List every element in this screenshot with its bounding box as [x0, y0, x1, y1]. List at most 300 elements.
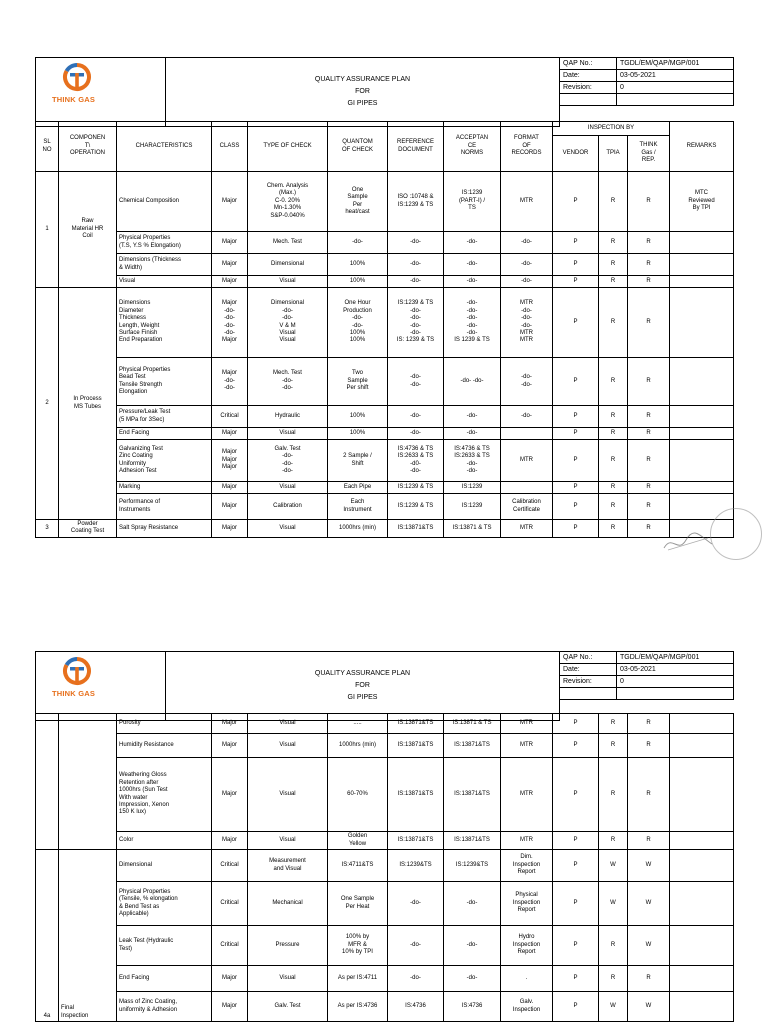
page1-qap-table	[35, 121, 734, 538]
type-of-check-cell: Visual	[248, 276, 328, 288]
table-row	[36, 172, 734, 232]
quantum-cell: 1000hrs (min)	[328, 520, 388, 538]
vendor-cell: P	[553, 734, 599, 758]
date-value: 03-05-2021	[617, 70, 734, 82]
acceptance-cell: -do-	[444, 966, 501, 992]
vendor-cell: P	[553, 276, 599, 288]
type-of-check-cell: Visual	[248, 428, 328, 440]
tpia-cell: R	[599, 520, 628, 538]
acceptance-cell: -do-	[444, 428, 501, 440]
type-of-check-cell: Visual	[248, 966, 328, 992]
think-gas-cell: R	[628, 832, 670, 850]
qap-no-label: QAP No.:	[560, 58, 617, 70]
format-cell: MTR	[501, 758, 553, 832]
quantum-cell: Each Instrument	[328, 494, 388, 520]
vendor-cell: P	[553, 254, 599, 276]
reference-cell: -do-	[388, 276, 444, 288]
col-format: FORMAT OF RECORDS	[501, 122, 553, 172]
tpia-cell: R	[599, 232, 628, 254]
characteristic-cell: Galvanizing Test Zinc Coating Uniformity Adhesion Test	[117, 440, 212, 482]
class-cell: Major	[212, 172, 248, 232]
remarks-cell	[670, 288, 734, 358]
brand-name: THINK GAS	[52, 689, 96, 698]
col-quantum: QUANTOM OF CHECK	[328, 122, 388, 172]
revision-label: Revision:	[560, 676, 617, 688]
vendor-cell: P	[553, 882, 599, 926]
class-cell: Major	[212, 428, 248, 440]
acceptance-cell: -do-	[444, 276, 501, 288]
type-of-check-cell: Galv. Test	[248, 992, 328, 1022]
quantum-cell: 100%	[328, 276, 388, 288]
quantum-cell: 1000hrs (min)	[328, 734, 388, 758]
sl-no-cell: 1	[36, 172, 59, 288]
acceptance-cell: -do-	[444, 926, 501, 966]
col-type-of-check: TYPE OF CHECK	[248, 122, 328, 172]
acceptance-cell: IS:13871&TS	[444, 832, 501, 850]
title-line-1: QUALITY ASSURANCE PLAN	[314, 75, 411, 83]
document-title	[166, 58, 560, 127]
reference-cell: IS:13871&TS	[388, 758, 444, 832]
qap-no-label: QAP No.:	[560, 652, 617, 664]
format-cell: Dim. Inspection Report	[501, 850, 553, 882]
date-label: Date:	[560, 664, 617, 676]
think-gas-cell: R	[628, 520, 670, 538]
vendor-cell: P	[553, 494, 599, 520]
company-logo	[36, 652, 166, 721]
vendor-cell: P	[553, 358, 599, 406]
class-cell: Major	[212, 758, 248, 832]
quantum-cell: One Sample Per heat/cast	[328, 172, 388, 232]
tpia-cell: R	[599, 494, 628, 520]
class-cell: Major	[212, 254, 248, 276]
table-row	[36, 926, 734, 966]
think-gas-cell: R	[628, 232, 670, 254]
characteristic-cell: Physical Properties (T.S, Y.S % Elongation)	[117, 232, 212, 254]
class-cell: Major	[212, 832, 248, 850]
type-of-check-cell: Visual	[248, 758, 328, 832]
table-row	[36, 992, 734, 1022]
reference-cell: IS:13871&TS	[388, 714, 444, 734]
quantum-cell: As per IS:4736	[328, 992, 388, 1022]
think-gas-logo-icon	[62, 656, 92, 686]
acceptance-cell: IS:1239&TS	[444, 850, 501, 882]
title-line-2: FOR	[355, 87, 370, 95]
reference-cell: IS:13871&TS	[388, 520, 444, 538]
think-gas-cell: R	[628, 406, 670, 428]
format-cell	[501, 482, 553, 494]
table-row	[36, 276, 734, 288]
type-of-check-cell: Visual	[248, 714, 328, 734]
format-cell: MTR	[501, 734, 553, 758]
reference-cell: -do-	[388, 232, 444, 254]
tpia-cell: R	[599, 758, 628, 832]
sl-no-cell: 2	[36, 288, 59, 520]
col-tpia: TPIA	[599, 136, 628, 172]
tpia-cell: R	[599, 172, 628, 232]
table-row	[36, 482, 734, 494]
acceptance-cell: -do-	[444, 232, 501, 254]
class-cell: Major	[212, 276, 248, 288]
reference-cell: ISO :10748 & IS:1239 & TS	[388, 172, 444, 232]
company-logo	[36, 58, 166, 127]
component-cell: In Process MS Tubes	[59, 288, 117, 520]
type-of-check-cell: Visual	[248, 482, 328, 494]
vendor-cell: P	[553, 482, 599, 494]
format-cell: MTR	[501, 832, 553, 850]
format-cell: Physical Inspection Report	[501, 882, 553, 926]
format-cell: Calibration Certificate	[501, 494, 553, 520]
acceptance-cell: -do-	[444, 406, 501, 428]
table-row	[36, 850, 734, 882]
table-row	[36, 440, 734, 482]
page2-qap-table	[35, 713, 734, 1022]
tpia-cell: R	[599, 734, 628, 758]
characteristic-cell: Visual	[117, 276, 212, 288]
vendor-cell: P	[553, 992, 599, 1022]
acceptance-cell: -do-	[444, 254, 501, 276]
date-value: 03-05-2021	[617, 664, 734, 676]
quantum-cell: Two Sample Per shift	[328, 358, 388, 406]
acceptance-cell: -do-	[444, 882, 501, 926]
remarks-cell	[670, 406, 734, 428]
type-of-check-cell: Mechanical	[248, 882, 328, 926]
remarks-cell	[670, 926, 734, 966]
col-component: COMPONEN T\ OPERATION	[59, 122, 117, 172]
meta-blank-cell	[560, 94, 617, 106]
format-cell: -do-	[501, 254, 553, 276]
quantum-cell: Golden Yellow	[328, 832, 388, 850]
title-line-1: QUALITY ASSURANCE PLAN	[314, 669, 411, 677]
format-cell: MTR	[501, 172, 553, 232]
format-cell: .	[501, 966, 553, 992]
quantum-cell: 100%	[328, 428, 388, 440]
sl-no-cell: 3	[36, 520, 59, 538]
tpia-cell: R	[599, 406, 628, 428]
quantum-cell: .....	[328, 714, 388, 734]
format-cell: MTR	[501, 520, 553, 538]
type-of-check-cell: Visual	[248, 832, 328, 850]
qap-no-value: TGDL/EM/QAP/MGP/001	[617, 652, 734, 664]
col-acceptance: ACCEPTAN CE NORMS	[444, 122, 501, 172]
date-label: Date:	[560, 70, 617, 82]
characteristic-cell: Leak Test (Hydraulic Test)	[117, 926, 212, 966]
reference-cell: -do-	[388, 882, 444, 926]
format-cell: -do-	[501, 406, 553, 428]
acceptance-cell: IS:13871 & TS	[444, 714, 501, 734]
remarks-cell	[670, 276, 734, 288]
type-of-check-cell: Mech. Test -do- -do-	[248, 358, 328, 406]
acceptance-cell: -do- -do- -do- -do- -do- IS 1239 & TS	[444, 288, 501, 358]
think-gas-cell: R	[628, 482, 670, 494]
class-cell: Major	[212, 734, 248, 758]
characteristic-cell: Humidity Resistance	[117, 734, 212, 758]
type-of-check-cell: Calibration	[248, 494, 328, 520]
vendor-cell: P	[553, 428, 599, 440]
remarks-cell	[670, 482, 734, 494]
acceptance-cell: IS:4736 & TS IS:2633 & TS -do- -do-	[444, 440, 501, 482]
tpia-cell: R	[599, 966, 628, 992]
acceptance-cell: IS:13871&TS	[444, 734, 501, 758]
characteristic-cell: Physical Properties (Tensile, % elongation & Bend Test as Applicable)	[117, 882, 212, 926]
think-gas-cell: W	[628, 926, 670, 966]
tpia-cell: R	[599, 288, 628, 358]
vendor-cell: P	[553, 406, 599, 428]
col-inspection-by: INSPECTION BY	[553, 122, 670, 136]
format-cell: -do-	[501, 276, 553, 288]
vendor-cell: P	[553, 714, 599, 734]
tpia-cell: R	[599, 714, 628, 734]
think-gas-cell: W	[628, 992, 670, 1022]
quantum-cell: As per IS:4711	[328, 966, 388, 992]
quantum-cell: Each Pipe	[328, 482, 388, 494]
qap-no-value: TGDL/EM/QAP/MGP/001	[617, 58, 734, 70]
tpia-cell: R	[599, 832, 628, 850]
table-row	[36, 288, 734, 358]
think-gas-cell: R	[628, 358, 670, 406]
characteristic-cell: Dimensional	[117, 850, 212, 882]
remarks-cell	[670, 882, 734, 926]
characteristic-cell: Salt Spray Resistance	[117, 520, 212, 538]
table-row	[36, 406, 734, 428]
class-cell: Major	[212, 714, 248, 734]
format-cell: Hydro Inspection Report	[501, 926, 553, 966]
vendor-cell: P	[553, 926, 599, 966]
remarks-cell	[670, 232, 734, 254]
component-cell: Powder Coating Test	[59, 520, 117, 538]
type-of-check-cell: Galv. Test -do- -do- -do-	[248, 440, 328, 482]
type-of-check-cell: Hydraulic	[248, 406, 328, 428]
think-gas-cell: R	[628, 172, 670, 232]
characteristic-cell: Physical Properties Bead Test Tensile Strength Elongation	[117, 358, 212, 406]
table-row	[36, 520, 734, 538]
think-gas-cell: R	[628, 440, 670, 482]
component-cell: Raw Material HR Coil	[59, 172, 117, 288]
signature-mark	[660, 528, 716, 556]
think-gas-cell: R	[628, 494, 670, 520]
brand-name: THINK GAS	[52, 95, 96, 104]
characteristic-cell: End Facing	[117, 966, 212, 992]
class-cell: Major -do- -do- -do- -do- Major	[212, 288, 248, 358]
table-row	[36, 428, 734, 440]
tpia-cell: W	[599, 882, 628, 926]
tpia-cell: W	[599, 992, 628, 1022]
page2-header	[35, 651, 734, 721]
tpia-cell: R	[599, 276, 628, 288]
remarks-cell	[670, 254, 734, 276]
class-cell: Critical	[212, 850, 248, 882]
format-cell: -do- -do-	[501, 358, 553, 406]
characteristic-cell: Porosity	[117, 714, 212, 734]
table-row	[36, 734, 734, 758]
think-gas-cell: R	[628, 758, 670, 832]
quantum-cell: One Sample Per Heat	[328, 882, 388, 926]
table-row	[36, 254, 734, 276]
tpia-cell: R	[599, 254, 628, 276]
col-reference: REFERENCE DOCUMENT	[388, 122, 444, 172]
vendor-cell: P	[553, 172, 599, 232]
quantum-cell: IS:4711&TS	[328, 850, 388, 882]
acceptance-cell: IS:13871&TS	[444, 758, 501, 832]
vendor-cell: P	[553, 966, 599, 992]
sl-no-cell	[36, 714, 59, 850]
type-of-check-cell: Dimensional -do- -do- V & M Visual Visual	[248, 288, 328, 358]
title-line-3: GI PIPES	[347, 99, 378, 107]
format-cell: Galv. Inspection	[501, 992, 553, 1022]
reference-cell: IS:1239 & TS	[388, 482, 444, 494]
class-cell: Major Major Major	[212, 440, 248, 482]
col-characteristics: CHARACTERISTICS	[117, 122, 212, 172]
table-row	[36, 882, 734, 926]
type-of-check-cell: Measurement and Visual	[248, 850, 328, 882]
vendor-cell: P	[553, 520, 599, 538]
table-row	[36, 714, 734, 734]
col-vendor: VENDOR	[553, 136, 599, 172]
characteristic-cell: Performance of Instruments	[117, 494, 212, 520]
type-of-check-cell: Pressure	[248, 926, 328, 966]
quantum-cell: 2 Sample / Shift	[328, 440, 388, 482]
table-row	[36, 494, 734, 520]
table-row	[36, 232, 734, 254]
reference-cell: IS:4736	[388, 992, 444, 1022]
remarks-cell	[670, 758, 734, 832]
col-class: CLASS	[212, 122, 248, 172]
revision-value: 0	[617, 82, 734, 94]
characteristic-cell: Dimensions (Thickness & Width)	[117, 254, 212, 276]
format-cell: MTR	[501, 440, 553, 482]
tpia-cell: R	[599, 440, 628, 482]
think-gas-cell: R	[628, 428, 670, 440]
meta-blank-cell	[617, 688, 734, 700]
remarks-cell	[670, 992, 734, 1022]
type-of-check-cell: Visual	[248, 734, 328, 758]
quantum-cell: 100%	[328, 406, 388, 428]
reference-cell: -do-	[388, 254, 444, 276]
class-cell: Major	[212, 520, 248, 538]
reference-cell: IS:1239 & TS	[388, 494, 444, 520]
think-gas-cell: R	[628, 276, 670, 288]
col-think-gas-rep: THINK Gas / REP.	[628, 136, 670, 172]
tpia-cell: R	[599, 482, 628, 494]
reference-cell: -do-	[388, 926, 444, 966]
class-cell: Major	[212, 232, 248, 254]
tpia-cell: R	[599, 428, 628, 440]
quantum-cell: -do-	[328, 232, 388, 254]
sl-no-cell: 4a	[36, 850, 59, 1022]
acceptance-cell: IS:13871 & TS	[444, 520, 501, 538]
reference-cell: IS:13871&TS	[388, 734, 444, 758]
remarks-cell	[670, 440, 734, 482]
title-line-2: FOR	[355, 681, 370, 689]
page1-header	[35, 57, 734, 127]
think-gas-logo-icon	[62, 62, 92, 92]
think-gas-cell: R	[628, 966, 670, 992]
table-row	[36, 758, 734, 832]
vendor-cell: P	[553, 850, 599, 882]
reference-cell: IS:4736 & TS IS:2633 & TS -d0- -do-	[388, 440, 444, 482]
remarks-cell	[670, 428, 734, 440]
type-of-check-cell: Chem. Analysis (Max.) C-0. 20% Mn-1.30% S&P-0.040%	[248, 172, 328, 232]
reference-cell: -do- -do-	[388, 358, 444, 406]
format-cell: MTR -do- -do- -do- MTR MTR	[501, 288, 553, 358]
characteristic-cell: End Facing	[117, 428, 212, 440]
class-cell: Critical	[212, 406, 248, 428]
class-cell: Critical	[212, 926, 248, 966]
vendor-cell: P	[553, 288, 599, 358]
table-row	[36, 966, 734, 992]
class-cell: Critical	[212, 882, 248, 926]
revision-value: 0	[617, 676, 734, 688]
title-line-3: GI PIPES	[347, 693, 378, 701]
class-cell: Major	[212, 966, 248, 992]
quantum-cell: 100%	[328, 254, 388, 276]
company-stamp	[710, 508, 762, 560]
think-gas-cell: W	[628, 850, 670, 882]
table-row	[36, 832, 734, 850]
page1-table-body	[36, 172, 734, 538]
reference-cell: IS:13871&TS	[388, 832, 444, 850]
type-of-check-cell: Mech. Test	[248, 232, 328, 254]
remarks-cell	[670, 850, 734, 882]
tpia-cell: R	[599, 358, 628, 406]
reference-cell: -do-	[388, 966, 444, 992]
acceptance-cell: IS:1239 (PART-I) / TS	[444, 172, 501, 232]
characteristic-cell: Mass of Zinc Coating, uniformity & Adhesion	[117, 992, 212, 1022]
class-cell: Major -do- -do-	[212, 358, 248, 406]
type-of-check-cell: Dimensional	[248, 254, 328, 276]
class-cell: Major	[212, 482, 248, 494]
remarks-cell	[670, 358, 734, 406]
format-cell: MTR	[501, 714, 553, 734]
acceptance-cell: IS:1239	[444, 494, 501, 520]
think-gas-cell: R	[628, 254, 670, 276]
characteristic-cell: Marking	[117, 482, 212, 494]
vendor-cell: P	[553, 440, 599, 482]
think-gas-cell: W	[628, 882, 670, 926]
think-gas-cell: R	[628, 734, 670, 758]
reference-cell: IS:1239 & TS -do- -do- -do- -do- IS: 1239 & TS	[388, 288, 444, 358]
revision-label: Revision:	[560, 82, 617, 94]
type-of-check-cell: Visual	[248, 520, 328, 538]
acceptance-cell: -do- -do-	[444, 358, 501, 406]
class-cell: Major	[212, 992, 248, 1022]
col-remarks: REMARKS	[670, 122, 734, 172]
characteristic-cell: Pressure/Leak Test (5 MPa for 3Sec)	[117, 406, 212, 428]
tpia-cell: R	[599, 926, 628, 966]
vendor-cell: P	[553, 232, 599, 254]
format-cell: -do-	[501, 232, 553, 254]
remarks-cell	[670, 714, 734, 734]
characteristic-cell: Weathering Gloss Retention after 1000hrs (Sun Test With water Impression, Xenon 150 K lux)	[117, 758, 212, 832]
quantum-cell: 60-70%	[328, 758, 388, 832]
characteristic-cell: Dimensions Diameter Thickness Length, Weight Surface Finish End Preparation	[117, 288, 212, 358]
reference-cell: IS:1239&TS	[388, 850, 444, 882]
acceptance-cell: IS:4736	[444, 992, 501, 1022]
quantum-cell: One Hour Production -do- -do- 100% 100%	[328, 288, 388, 358]
quantum-cell: 100% by MFR & 10% by TPI	[328, 926, 388, 966]
remarks-cell	[670, 966, 734, 992]
remarks-cell	[670, 832, 734, 850]
vendor-cell: P	[553, 832, 599, 850]
characteristic-cell: Color	[117, 832, 212, 850]
component-cell: Final Inspection	[59, 850, 117, 1022]
reference-cell: -do-	[388, 428, 444, 440]
component-cell	[59, 714, 117, 850]
meta-blank-cell	[617, 94, 734, 106]
vendor-cell: P	[553, 758, 599, 832]
class-cell: Major	[212, 494, 248, 520]
acceptance-cell: IS:1239	[444, 482, 501, 494]
think-gas-cell: R	[628, 288, 670, 358]
